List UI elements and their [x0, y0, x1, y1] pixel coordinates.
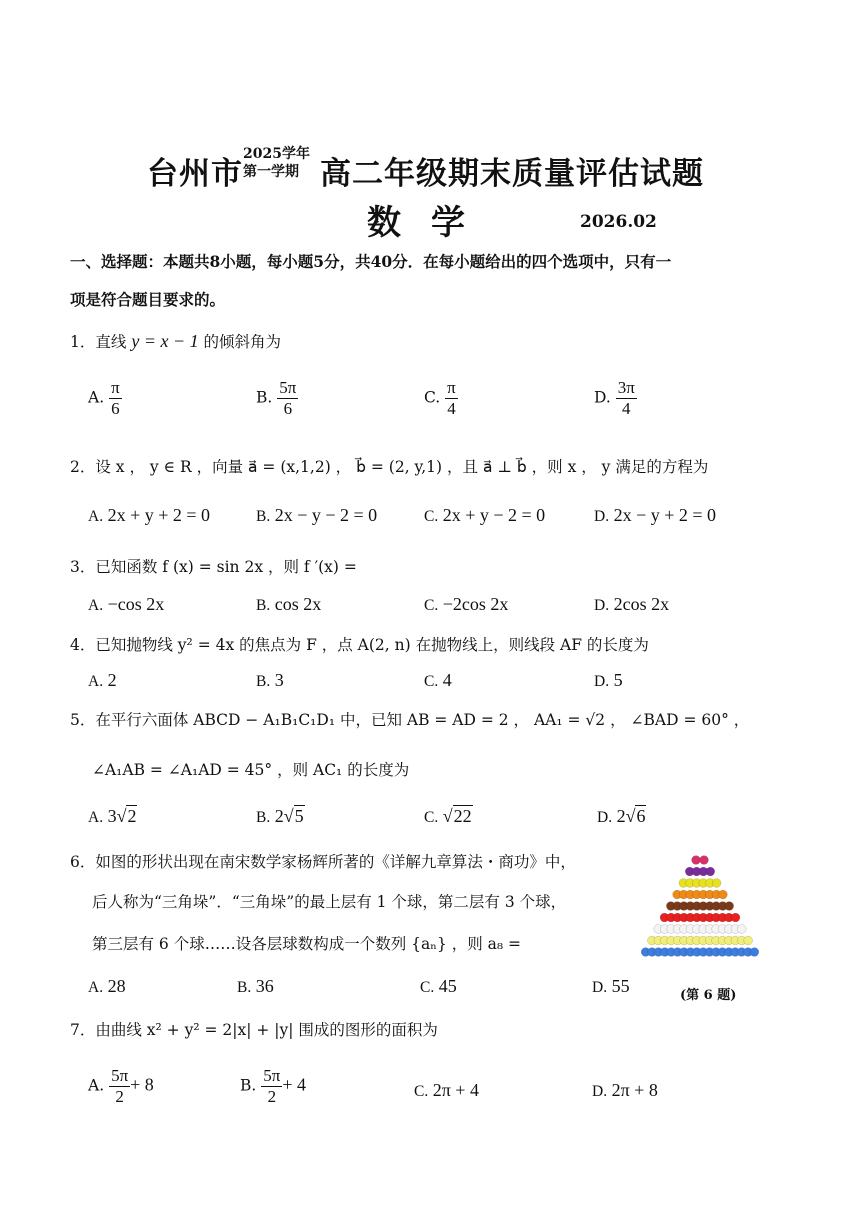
- option-value: 5: [613, 670, 623, 690]
- option-radicand: 22: [453, 806, 472, 826]
- question-5-line1: [70, 708, 749, 730]
- option-label: D.: [594, 388, 611, 407]
- triangular-pile-figure: [640, 848, 760, 970]
- question-text: 的倾斜角为: [203, 333, 282, 351]
- q4-option-d: [594, 670, 623, 691]
- denominator: 2: [267, 1087, 277, 1106]
- option-value: 2x + y − 2 = 0: [442, 505, 546, 525]
- option-label: B.: [256, 673, 271, 690]
- option-value: 55: [611, 976, 630, 996]
- option-label: B.: [256, 597, 271, 614]
- numerator: π: [111, 378, 120, 397]
- option-value: 2cos 2x: [613, 594, 670, 614]
- denominator: 2: [115, 1087, 124, 1106]
- title-term: 第一学期: [243, 164, 299, 180]
- option-label: C.: [424, 673, 439, 690]
- exam-title: 高二年级期末质量评估试题: [320, 156, 704, 192]
- q4-option-b: [256, 670, 284, 691]
- numerator: 5π: [279, 378, 297, 397]
- pyramid-ball: [692, 856, 701, 865]
- question-number: 2．: [70, 458, 96, 476]
- option-label: A.: [88, 597, 104, 614]
- question-6-line3: 第三层有 6 个球……设各层球数构成一个数列 {aₙ} ，则 a₈ =: [92, 935, 522, 953]
- question-number: 1．: [70, 333, 96, 351]
- option-value: 2x + y + 2 = 0: [107, 505, 211, 525]
- option-label: A.: [88, 1076, 105, 1095]
- option-label: B.: [256, 508, 271, 525]
- option-label: B.: [237, 979, 252, 996]
- option-value: 45: [438, 976, 457, 996]
- question-number: 4．: [70, 636, 96, 654]
- pyramid-ball: [731, 913, 740, 922]
- option-label: B.: [240, 1076, 257, 1095]
- q2-option-b: [256, 505, 377, 526]
- q2-option-c: [424, 505, 545, 526]
- question-text: 已知函数 f (x) = sin 2x ，则 f ′(x) =: [95, 558, 357, 576]
- option-label: A.: [88, 673, 104, 690]
- option-value: 2π + 4: [432, 1080, 479, 1100]
- option-label: A.: [88, 388, 105, 407]
- option-label: C.: [414, 1083, 429, 1100]
- question-1: [70, 330, 281, 352]
- option-radicand: 5: [294, 806, 304, 826]
- option-coefficient: 2: [274, 806, 284, 826]
- option-label: A.: [88, 809, 104, 826]
- q1-option-d: [594, 378, 637, 419]
- option-value: 2π + 8: [611, 1080, 658, 1100]
- numerator: 3π: [617, 378, 635, 397]
- q7-option-c: [414, 1080, 479, 1101]
- question-6-line1: [70, 850, 576, 872]
- section-instructions-line2: 项是符合题目要求的。: [70, 290, 226, 309]
- q3-option-c: [424, 594, 508, 615]
- option-radicand: 2: [127, 806, 137, 826]
- option-label: B.: [256, 388, 273, 407]
- numerator: 5π: [263, 1066, 281, 1085]
- denominator: 4: [622, 399, 631, 418]
- option-value: 36: [255, 976, 274, 996]
- option-label: B.: [256, 809, 271, 826]
- question-number: 7．: [70, 1021, 96, 1039]
- q7-option-b: [240, 1066, 306, 1107]
- option-label: D.: [592, 979, 608, 996]
- pyramid-ball: [706, 867, 715, 876]
- option-fraction: [277, 378, 298, 419]
- option-tail: + 4: [282, 1074, 307, 1095]
- option-value: −cos 2x: [107, 594, 165, 614]
- question-text: 设 x ， y ∈ R ，向量 a⃗ = (x,1,2) ， b⃗ = (2, y,1) ，且 a⃗ ⊥ b⃗ ，则 x ， y 满足的方程为: [95, 458, 709, 476]
- option-tail: + 8: [130, 1074, 154, 1095]
- question-text: 直线: [95, 333, 127, 351]
- option-label: C.: [424, 597, 439, 614]
- exam-date: 2026.02: [580, 212, 657, 232]
- option-fraction: [445, 378, 458, 419]
- q5-option-a: A. 3√2: [88, 806, 137, 826]
- title-city: 台州市: [147, 156, 243, 192]
- q3-option-b: [256, 594, 321, 615]
- q6-option-c: [420, 976, 457, 997]
- option-label: C.: [420, 979, 435, 996]
- option-value: 3: [274, 670, 284, 690]
- option-value: 4: [442, 670, 452, 690]
- option-radicand: 6: [636, 806, 646, 826]
- option-fraction: [261, 1066, 282, 1107]
- question-number: 3．: [70, 558, 96, 576]
- q7-option-d: [592, 1080, 658, 1101]
- title-year: 2025学年: [243, 146, 310, 162]
- denominator: 6: [283, 399, 293, 418]
- option-value: −2cos 2x: [442, 594, 509, 614]
- question-text: 由曲线 x² + y² = 2|x| + |y| 围成的图形的面积为: [95, 1021, 438, 1039]
- question-number: 6．: [70, 853, 96, 871]
- pyramid-ball: [737, 925, 746, 934]
- q1-option-c: [424, 378, 458, 419]
- q2-option-a: [88, 505, 210, 526]
- q6-option-b: [237, 976, 274, 997]
- question-math: y = x − 1: [131, 331, 199, 351]
- option-value: cos 2x: [274, 594, 322, 614]
- option-label: A.: [88, 979, 104, 996]
- ball-pyramid-image: [640, 848, 760, 970]
- option-label: C.: [424, 508, 439, 525]
- denominator: 4: [447, 399, 456, 418]
- q2-option-d: [594, 505, 716, 526]
- option-label: A.: [88, 508, 104, 525]
- question-text: 如图的形状出现在南宋数学家杨辉所著的《详解九章算法・商功》中，: [95, 853, 576, 871]
- question-5-line2: ∠A₁AB = ∠A₁AD = 45° ，则 AC₁ 的长度为: [92, 761, 410, 779]
- q3-option-d: [594, 594, 669, 615]
- q7-option-a: [88, 1066, 154, 1107]
- option-label: D.: [597, 809, 613, 826]
- figure-caption: (第 6 题): [680, 988, 737, 1003]
- q5-option-b: B. 2√5: [256, 806, 304, 826]
- option-label: D.: [594, 597, 610, 614]
- question-7: [70, 1018, 438, 1040]
- option-fraction: [109, 1066, 130, 1107]
- q4-option-a: [88, 670, 117, 691]
- option-label: C.: [424, 388, 441, 407]
- pyramid-ball: [750, 948, 759, 957]
- q6-option-d: [592, 976, 630, 997]
- question-text: 在平行六面体 ABCD − A₁B₁C₁D₁ 中，已知 AB = AD = 2 ， AA₁ = √2 ， ∠BAD = 60° ，: [95, 711, 750, 729]
- pyramid-ball: [700, 856, 709, 865]
- q4-option-c: [424, 670, 452, 691]
- question-text: 已知抛物线 y² = 4x 的焦点为 F ，点 A(2, n) 在抛物线上，则线段 AF 的长度为: [95, 636, 649, 654]
- option-label: D.: [592, 1083, 608, 1100]
- pyramid-ball: [719, 890, 728, 899]
- option-value: 2x − y + 2 = 0: [613, 505, 717, 525]
- pyramid-ball: [725, 902, 734, 911]
- denominator: 6: [111, 399, 120, 418]
- option-fraction: [109, 378, 122, 419]
- option-coefficient: 2: [616, 806, 626, 826]
- option-label: D.: [594, 673, 610, 690]
- question-4: [70, 633, 649, 655]
- q1-option-a: [88, 378, 122, 419]
- numerator: π: [447, 378, 456, 397]
- numerator: 5π: [111, 1066, 129, 1085]
- q3-option-a: [88, 594, 164, 615]
- option-value: 2: [107, 670, 117, 690]
- question-3: [70, 555, 357, 577]
- option-label: D.: [594, 508, 610, 525]
- subject-title: 数学: [367, 203, 495, 243]
- question-number: 5．: [70, 711, 96, 729]
- question-6-line2: 后人称为“三角垛”．“三角垛”的最上层有 1 个球，第二层有 3 个球，: [92, 893, 567, 911]
- q1-option-b: [256, 378, 298, 419]
- option-fraction: [616, 378, 637, 419]
- q5-option-c: C. √22: [424, 806, 472, 826]
- pyramid-ball: [744, 936, 753, 945]
- q5-option-d: D. 2√6: [597, 806, 646, 826]
- option-value: 28: [107, 976, 126, 996]
- option-coefficient: 3: [107, 806, 117, 826]
- option-label: C.: [424, 809, 439, 826]
- q6-option-a: [88, 976, 126, 997]
- option-value: 2x − y − 2 = 0: [274, 505, 378, 525]
- pyramid-ball: [712, 879, 721, 888]
- question-2: [70, 455, 708, 477]
- section-instructions-line1: 一、选择题：本题共8小题，每小题5分，共40分．在每小题给出的四个选项中，只有一: [70, 252, 672, 271]
